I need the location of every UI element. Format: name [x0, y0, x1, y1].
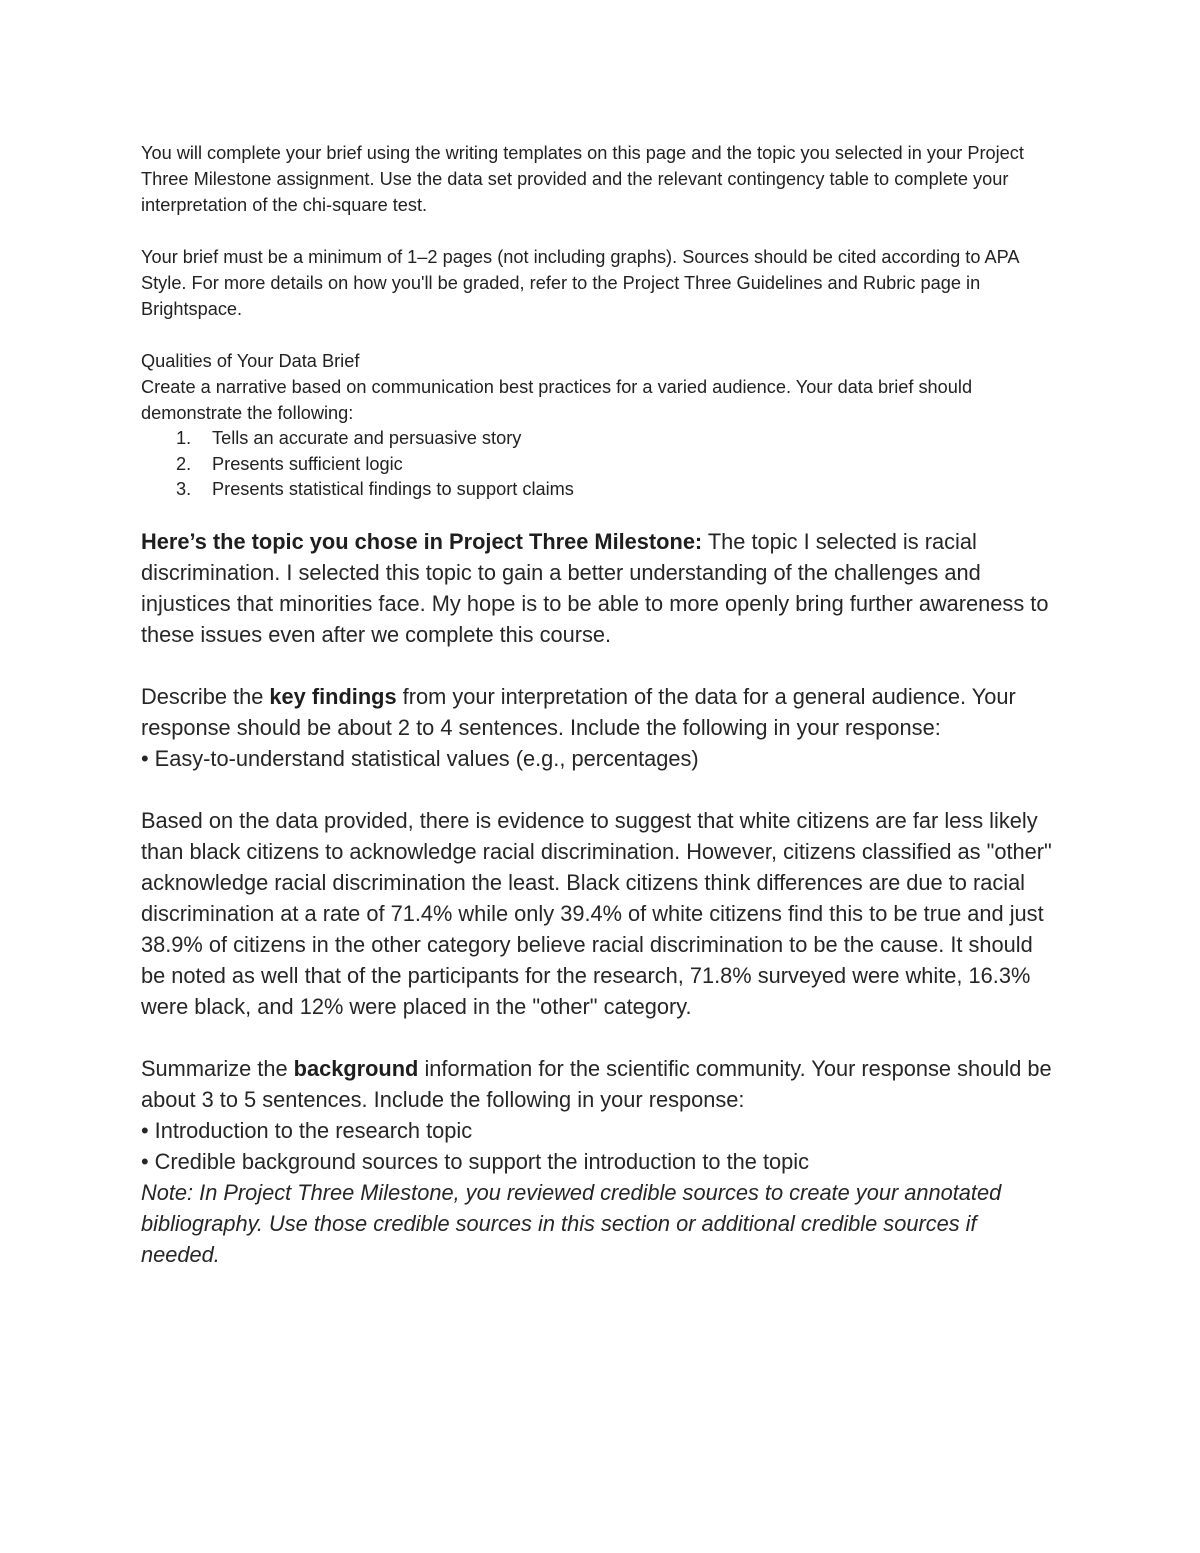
list-item-label: Presents sufficient logic [212, 453, 403, 474]
list-item-number: 3. [176, 479, 192, 499]
qualities-list [141, 426, 1061, 503]
list-item [141, 477, 1061, 503]
key-findings-prompt [141, 681, 1061, 743]
intro-paragraph-1: You will complete your brief using the writing templates on this page and the topic you selected in your Project Three Milestone assignment. Use the data set provided and the relevant contingency table to complete your interpretation of the chi-square test. [141, 143, 1024, 215]
list-item-label: Presents statistical findings to support claims [212, 479, 574, 499]
list-item [141, 426, 1061, 452]
background-bold: background [293, 1055, 419, 1081]
qualities-text: Create a narrative based on communication best practices for a varied audience. Your data brief should demonstrate the following: [141, 377, 973, 423]
key-findings-bullet: • Easy-to-understand statistical values (e.g., percentages) [141, 745, 699, 771]
topic-paragraph [141, 526, 1061, 650]
topic-text: The topic I selected is racial discrimination. I selected this topic to gain a better understanding of the challenges and injustices that minorities face. My hope is to be able to more openly bring further awareness to these issues even after we complete this course. [141, 528, 1049, 647]
topic-label: Here’s the topic you chose in Project Three Milestone: [141, 528, 703, 554]
background-prompt [141, 1053, 1061, 1115]
background-bullet-1: • Introduction to the research topic [141, 1117, 473, 1143]
list-item-number: 2. [176, 453, 192, 474]
key-findings-answer: Based on the data provided, there is evidence to suggest that white citizens are far less likely than black citizens to acknowledge racial discrimination. However, citizens classified as "other" acknowledge racial discrimination the least. Black citizens think differences are due to racial discrimination at a rate of 71.4% while only 39.4% of white citizens find this to be true and just 38.9% of citizens in the other category believe racial discrimination to be the cause. It should be noted as well that of the participants for the research, 71.8% surveyed were white, 16.3% were black, and 12% were placed in the "other" category. [141, 807, 1052, 1019]
list-item-label: Tells an accurate and persuasive story [212, 428, 522, 448]
key-findings-prefix: Describe the [141, 683, 270, 709]
list-item [141, 452, 1061, 478]
list-item-number: 1. [176, 428, 192, 448]
intro-paragraph-2: Your brief must be a minimum of 1–2 pages (not including graphs). Sources should be cited according to APA Style. For more details on how you'll be graded, refer to the Project Three Guidelines and Rubric page in Brightspace. [141, 247, 1019, 319]
document-page [141, 140, 1061, 1270]
key-findings-suffix: from your interpretation of the data for a general audience. Your response should be about 2 to 4 sentences. Include the following in your response: [141, 683, 1016, 740]
background-bullet-2: • Credible background sources to support the introduction to the topic [141, 1148, 809, 1174]
key-findings-bold: key findings [269, 683, 397, 709]
background-note: Note: In Project Three Milestone, you reviewed credible sources to create your annotated bibliography. Use those credible sources in this section or additional credible sources if needed. [141, 1179, 1002, 1267]
qualities-heading: Qualities of Your Data Brief [141, 351, 360, 371]
background-suffix: information for the scientific community. Your response should be about 3 to 5 sentences. Include the following in your response: [141, 1055, 1052, 1112]
background-prefix: Summarize the [141, 1055, 294, 1081]
